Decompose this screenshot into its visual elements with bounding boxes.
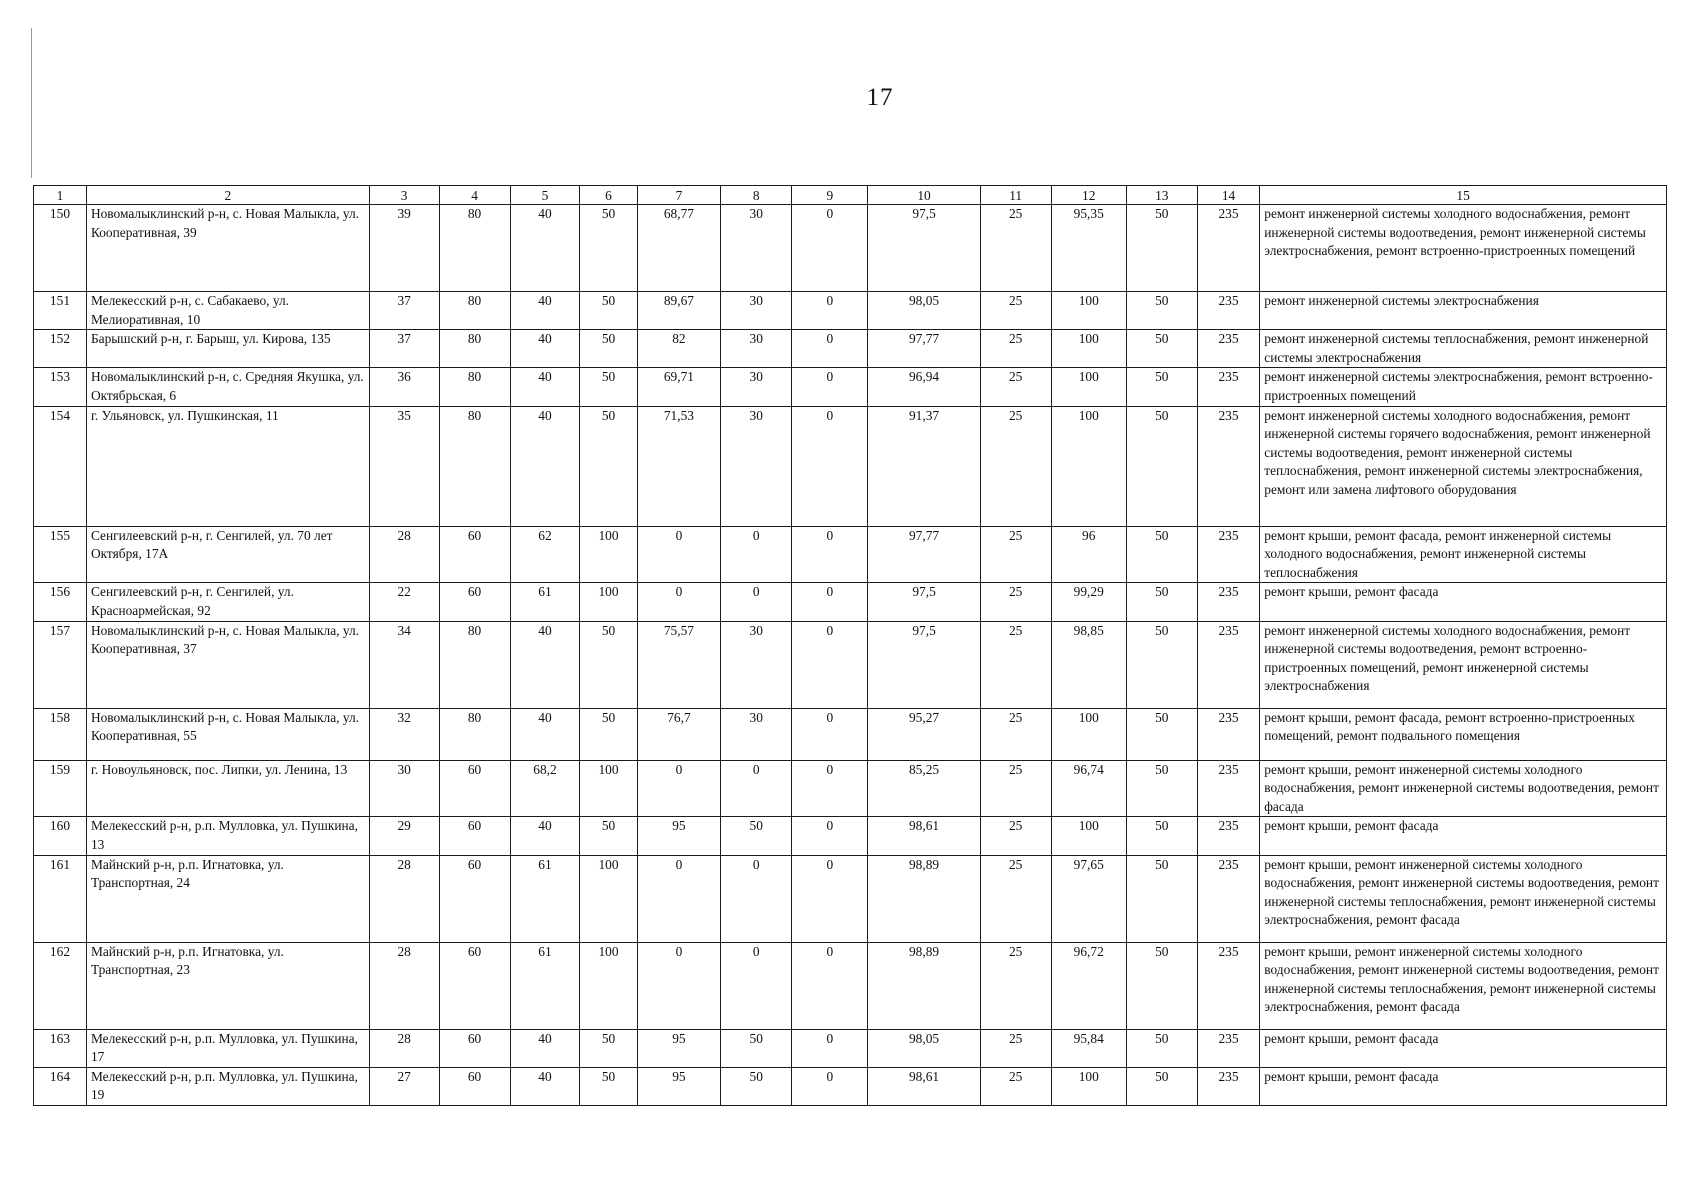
value-cell: 50	[580, 406, 637, 526]
table-row	[34, 760, 1667, 817]
value-cell: 97,77	[868, 330, 980, 368]
column-header: 7	[637, 186, 721, 205]
value-cell: 50	[580, 817, 637, 855]
value-cell: 60	[439, 942, 510, 1029]
value-cell: 28	[369, 1029, 439, 1067]
address-cell: Мелекесский р-н, р.п. Мулловка, ул. Пушкина, 17	[86, 1029, 369, 1067]
value-cell: 235	[1197, 526, 1259, 583]
address-cell: Мелекесский р-н, с. Сабакаево, ул. Мелиоративная, 10	[86, 292, 369, 330]
row-number-cell: 153	[34, 368, 87, 406]
value-cell: 0	[792, 942, 868, 1029]
value-cell: 50	[580, 621, 637, 708]
value-cell: 25	[980, 708, 1051, 760]
address-cell: Сенгилеевский р-н, г. Сенгилей, ул. 70 лет Октября, 17А	[86, 526, 369, 583]
value-cell: 0	[721, 760, 792, 817]
value-cell: 0	[637, 760, 721, 817]
value-cell: 30	[721, 205, 792, 292]
value-cell: 50	[580, 330, 637, 368]
value-cell: 50	[1126, 330, 1197, 368]
value-cell: 0	[721, 526, 792, 583]
works-cell: ремонт крыши, ремонт фасада	[1260, 583, 1667, 621]
value-cell: 25	[980, 406, 1051, 526]
value-cell: 0	[792, 855, 868, 942]
value-cell: 61	[510, 583, 580, 621]
value-cell: 30	[721, 368, 792, 406]
table-row	[34, 708, 1667, 760]
value-cell: 40	[510, 621, 580, 708]
value-cell: 98,05	[868, 292, 980, 330]
value-cell: 30	[721, 292, 792, 330]
value-cell: 50	[721, 1067, 792, 1105]
value-cell: 235	[1197, 292, 1259, 330]
column-header: 1	[34, 186, 87, 205]
value-cell: 80	[439, 330, 510, 368]
value-cell: 36	[369, 368, 439, 406]
value-cell: 50	[580, 292, 637, 330]
value-cell: 34	[369, 621, 439, 708]
value-cell: 50	[1126, 205, 1197, 292]
works-cell: ремонт крыши, ремонт фасада, ремонт инженерной системы холодного водоснабжения, ремонт инженерной системы теплоснабжения	[1260, 526, 1667, 583]
value-cell: 60	[439, 855, 510, 942]
value-cell: 40	[510, 330, 580, 368]
row-number-cell: 162	[34, 942, 87, 1029]
value-cell: 40	[510, 406, 580, 526]
value-cell: 40	[510, 368, 580, 406]
value-cell: 40	[510, 292, 580, 330]
table-row	[34, 368, 1667, 406]
works-cell: ремонт крыши, ремонт фасада	[1260, 1029, 1667, 1067]
table-row	[34, 292, 1667, 330]
value-cell: 50	[1126, 1029, 1197, 1067]
row-number-cell: 150	[34, 205, 87, 292]
value-cell: 0	[792, 760, 868, 817]
value-cell: 25	[980, 1067, 1051, 1105]
value-cell: 60	[439, 1029, 510, 1067]
value-cell: 0	[721, 942, 792, 1029]
works-cell: ремонт крыши, ремонт инженерной системы холодного водоснабжения, ремонт инженерной системы водоотведения, ремонт фасада	[1260, 760, 1667, 817]
repair-register-table	[33, 185, 1667, 1106]
value-cell: 0	[792, 1029, 868, 1067]
value-cell: 235	[1197, 817, 1259, 855]
value-cell: 25	[980, 760, 1051, 817]
value-cell: 50	[1126, 621, 1197, 708]
value-cell: 100	[580, 526, 637, 583]
row-number-cell: 159	[34, 760, 87, 817]
value-cell: 40	[510, 205, 580, 292]
works-cell: ремонт инженерной системы электроснабжения	[1260, 292, 1667, 330]
value-cell: 98,61	[868, 1067, 980, 1105]
value-cell: 0	[792, 368, 868, 406]
table-row	[34, 205, 1667, 292]
value-cell: 95,27	[868, 708, 980, 760]
value-cell: 0	[792, 526, 868, 583]
value-cell: 60	[439, 760, 510, 817]
value-cell: 40	[510, 708, 580, 760]
value-cell: 235	[1197, 368, 1259, 406]
value-cell: 100	[580, 760, 637, 817]
value-cell: 0	[792, 1067, 868, 1105]
row-number-cell: 155	[34, 526, 87, 583]
address-cell: Майнский р-н, р.п. Игнатовка, ул. Транспортная, 24	[86, 855, 369, 942]
address-cell: Мелекесский р-н, р.п. Мулловка, ул. Пушкина, 19	[86, 1067, 369, 1105]
row-number-cell: 158	[34, 708, 87, 760]
value-cell: 100	[1051, 1067, 1126, 1105]
value-cell: 35	[369, 406, 439, 526]
value-cell: 30	[721, 330, 792, 368]
value-cell: 96,72	[1051, 942, 1126, 1029]
works-cell: ремонт крыши, ремонт фасада, ремонт встроенно-пристроенных помещений, ремонт подвального помещения	[1260, 708, 1667, 760]
value-cell: 98,89	[868, 855, 980, 942]
table-row	[34, 583, 1667, 621]
value-cell: 235	[1197, 330, 1259, 368]
value-cell: 50	[580, 1029, 637, 1067]
value-cell: 235	[1197, 1029, 1259, 1067]
value-cell: 235	[1197, 708, 1259, 760]
value-cell: 69,71	[637, 368, 721, 406]
value-cell: 235	[1197, 760, 1259, 817]
works-cell: ремонт инженерной системы теплоснабжения, ремонт инженерной системы электроснабжения	[1260, 330, 1667, 368]
value-cell: 98,61	[868, 817, 980, 855]
value-cell: 50	[580, 708, 637, 760]
column-header: 12	[1051, 186, 1126, 205]
value-cell: 25	[980, 855, 1051, 942]
value-cell: 80	[439, 708, 510, 760]
works-cell: ремонт инженерной системы холодного водоснабжения, ремонт инженерной системы водоотведения, ремонт встроенно-пристроенных помещений, ремонт инженерной системы электроснабжения	[1260, 621, 1667, 708]
value-cell: 235	[1197, 1067, 1259, 1105]
value-cell: 61	[510, 942, 580, 1029]
value-cell: 30	[721, 406, 792, 526]
value-cell: 39	[369, 205, 439, 292]
table-row	[34, 406, 1667, 526]
address-cell: Новомалыклинский р-н, с. Средняя Якушка, ул. Октябрьская, 6	[86, 368, 369, 406]
value-cell: 28	[369, 526, 439, 583]
column-number-row	[34, 186, 1667, 205]
works-cell: ремонт инженерной системы электроснабжения, ремонт встроенно-пристроенных помещений	[1260, 368, 1667, 406]
value-cell: 71,53	[637, 406, 721, 526]
value-cell: 100	[580, 942, 637, 1029]
works-cell: ремонт инженерной системы холодного водоснабжения, ремонт инженерной системы водоотведения, ремонт инженерной системы электроснабжения, ремонт встроенно-пристроенных помещений	[1260, 205, 1667, 292]
value-cell: 100	[1051, 292, 1126, 330]
value-cell: 75,57	[637, 621, 721, 708]
value-cell: 0	[637, 942, 721, 1029]
column-header: 8	[721, 186, 792, 205]
value-cell: 82	[637, 330, 721, 368]
value-cell: 50	[1126, 855, 1197, 942]
value-cell: 25	[980, 330, 1051, 368]
value-cell: 50	[1126, 942, 1197, 1029]
value-cell: 37	[369, 292, 439, 330]
value-cell: 32	[369, 708, 439, 760]
value-cell: 50	[721, 1029, 792, 1067]
column-header: 5	[510, 186, 580, 205]
value-cell: 27	[369, 1067, 439, 1105]
column-header: 6	[580, 186, 637, 205]
row-number-cell: 151	[34, 292, 87, 330]
value-cell: 91,37	[868, 406, 980, 526]
column-header: 11	[980, 186, 1051, 205]
value-cell: 30	[721, 708, 792, 760]
value-cell: 100	[1051, 406, 1126, 526]
works-cell: ремонт крыши, ремонт инженерной системы холодного водоснабжения, ремонт инженерной системы водоотведения, ремонт инженерной системы теплоснабжения, ремонт инженерной системы электроснабжения, ремонт фасада	[1260, 942, 1667, 1029]
value-cell: 235	[1197, 621, 1259, 708]
address-cell: г. Новоульяновск, пос. Липки, ул. Ленина, 13	[86, 760, 369, 817]
value-cell: 50	[1126, 708, 1197, 760]
value-cell: 50	[1126, 406, 1197, 526]
value-cell: 97,5	[868, 621, 980, 708]
value-cell: 50	[580, 1067, 637, 1105]
value-cell: 60	[439, 1067, 510, 1105]
column-header: 9	[792, 186, 868, 205]
value-cell: 97,5	[868, 205, 980, 292]
value-cell: 0	[637, 855, 721, 942]
value-cell: 95,84	[1051, 1029, 1126, 1067]
value-cell: 25	[980, 205, 1051, 292]
value-cell: 68,77	[637, 205, 721, 292]
value-cell: 96	[1051, 526, 1126, 583]
value-cell: 50	[1126, 368, 1197, 406]
value-cell: 0	[637, 583, 721, 621]
value-cell: 98,05	[868, 1029, 980, 1067]
value-cell: 95	[637, 817, 721, 855]
value-cell: 30	[369, 760, 439, 817]
value-cell: 0	[792, 406, 868, 526]
works-cell: ремонт крыши, ремонт фасада	[1260, 817, 1667, 855]
works-cell: ремонт крыши, ремонт фасада	[1260, 1067, 1667, 1105]
value-cell: 37	[369, 330, 439, 368]
address-cell: Новомалыклинский р-н, с. Новая Малыкла, ул. Кооперативная, 37	[86, 621, 369, 708]
value-cell: 22	[369, 583, 439, 621]
value-cell: 25	[980, 368, 1051, 406]
address-cell: Мелекесский р-н, р.п. Мулловка, ул. Пушкина, 13	[86, 817, 369, 855]
value-cell: 29	[369, 817, 439, 855]
value-cell: 28	[369, 942, 439, 1029]
value-cell: 68,2	[510, 760, 580, 817]
row-number-cell: 161	[34, 855, 87, 942]
table-row	[34, 817, 1667, 855]
row-number-cell: 157	[34, 621, 87, 708]
works-cell: ремонт инженерной системы холодного водоснабжения, ремонт инженерной системы горячего водоснабжения, ремонт инженерной системы водоотведения, ремонт инженерной системы теплоснабжения, ремонт инженерной системы электроснабжения, ремонт или замена лифтового оборудования	[1260, 406, 1667, 526]
column-header: 3	[369, 186, 439, 205]
table-row	[34, 942, 1667, 1029]
column-header: 10	[868, 186, 980, 205]
value-cell: 0	[792, 621, 868, 708]
value-cell: 0	[792, 817, 868, 855]
value-cell: 98,85	[1051, 621, 1126, 708]
column-header: 4	[439, 186, 510, 205]
table-row	[34, 621, 1667, 708]
value-cell: 25	[980, 583, 1051, 621]
value-cell: 235	[1197, 583, 1259, 621]
value-cell: 50	[721, 817, 792, 855]
value-cell: 60	[439, 526, 510, 583]
column-header: 13	[1126, 186, 1197, 205]
value-cell: 100	[1051, 817, 1126, 855]
value-cell: 62	[510, 526, 580, 583]
value-cell: 50	[580, 368, 637, 406]
address-cell: Барышский р-н, г. Барыш, ул. Кирова, 135	[86, 330, 369, 368]
value-cell: 50	[1126, 583, 1197, 621]
works-cell: ремонт крыши, ремонт инженерной системы холодного водоснабжения, ремонт инженерной системы водоотведения, ремонт инженерной системы теплоснабжения, ремонт инженерной системы электроснабжения, ремонт фасада	[1260, 855, 1667, 942]
value-cell: 100	[1051, 368, 1126, 406]
value-cell: 50	[1126, 1067, 1197, 1105]
value-cell: 95	[637, 1067, 721, 1105]
value-cell: 50	[1126, 760, 1197, 817]
value-cell: 0	[792, 205, 868, 292]
value-cell: 60	[439, 817, 510, 855]
value-cell: 85,25	[868, 760, 980, 817]
column-header: 15	[1260, 186, 1667, 205]
value-cell: 100	[580, 855, 637, 942]
row-number-cell: 160	[34, 817, 87, 855]
value-cell: 40	[510, 1067, 580, 1105]
value-cell: 95	[637, 1029, 721, 1067]
address-cell: Майнский р-н, р.п. Игнатовка, ул. Транспортная, 23	[86, 942, 369, 1029]
table-row	[34, 1029, 1667, 1067]
value-cell: 100	[580, 583, 637, 621]
address-cell: Новомалыклинский р-н, с. Новая Малыкла, ул. Кооперативная, 39	[86, 205, 369, 292]
value-cell: 97,77	[868, 526, 980, 583]
value-cell: 0	[637, 526, 721, 583]
table-row	[34, 855, 1667, 942]
value-cell: 97,65	[1051, 855, 1126, 942]
value-cell: 97,5	[868, 583, 980, 621]
address-cell: Сенгилеевский р-н, г. Сенгилей, ул. Красноармейская, 92	[86, 583, 369, 621]
value-cell: 0	[792, 292, 868, 330]
value-cell: 0	[792, 708, 868, 760]
value-cell: 89,67	[637, 292, 721, 330]
address-cell: г. Ульяновск, ул. Пушкинская, 11	[86, 406, 369, 526]
value-cell: 60	[439, 583, 510, 621]
value-cell: 80	[439, 368, 510, 406]
address-cell: Новомалыклинский р-н, с. Новая Малыкла, ул. Кооперативная, 55	[86, 708, 369, 760]
table-row	[34, 526, 1667, 583]
value-cell: 30	[721, 621, 792, 708]
value-cell: 95,35	[1051, 205, 1126, 292]
row-number-cell: 154	[34, 406, 87, 526]
value-cell: 235	[1197, 942, 1259, 1029]
value-cell: 99,29	[1051, 583, 1126, 621]
row-number-cell: 152	[34, 330, 87, 368]
table-body	[34, 205, 1667, 1106]
value-cell: 25	[980, 817, 1051, 855]
value-cell: 25	[980, 1029, 1051, 1067]
value-cell: 100	[1051, 330, 1126, 368]
value-cell: 76,7	[637, 708, 721, 760]
value-cell: 0	[792, 583, 868, 621]
column-header: 14	[1197, 186, 1259, 205]
value-cell: 96,74	[1051, 760, 1126, 817]
value-cell: 80	[439, 621, 510, 708]
value-cell: 98,89	[868, 942, 980, 1029]
value-cell: 80	[439, 292, 510, 330]
value-cell: 100	[1051, 708, 1126, 760]
table-row	[34, 1067, 1667, 1105]
value-cell: 40	[510, 817, 580, 855]
value-cell: 28	[369, 855, 439, 942]
value-cell: 235	[1197, 855, 1259, 942]
value-cell: 50	[580, 205, 637, 292]
value-cell: 25	[980, 621, 1051, 708]
value-cell: 96,94	[868, 368, 980, 406]
value-cell: 61	[510, 855, 580, 942]
value-cell: 80	[439, 406, 510, 526]
value-cell: 235	[1197, 205, 1259, 292]
value-cell: 25	[980, 942, 1051, 1029]
column-header: 2	[86, 186, 369, 205]
value-cell: 235	[1197, 406, 1259, 526]
value-cell: 40	[510, 1029, 580, 1067]
row-number-cell: 163	[34, 1029, 87, 1067]
page-number: 17	[866, 84, 894, 111]
value-cell: 0	[792, 330, 868, 368]
row-number-cell: 156	[34, 583, 87, 621]
value-cell: 0	[721, 855, 792, 942]
value-cell: 0	[721, 583, 792, 621]
row-number-cell: 164	[34, 1067, 87, 1105]
value-cell: 25	[980, 292, 1051, 330]
value-cell: 25	[980, 526, 1051, 583]
table-row	[34, 330, 1667, 368]
value-cell: 50	[1126, 292, 1197, 330]
value-cell: 50	[1126, 526, 1197, 583]
value-cell: 50	[1126, 817, 1197, 855]
value-cell: 80	[439, 205, 510, 292]
